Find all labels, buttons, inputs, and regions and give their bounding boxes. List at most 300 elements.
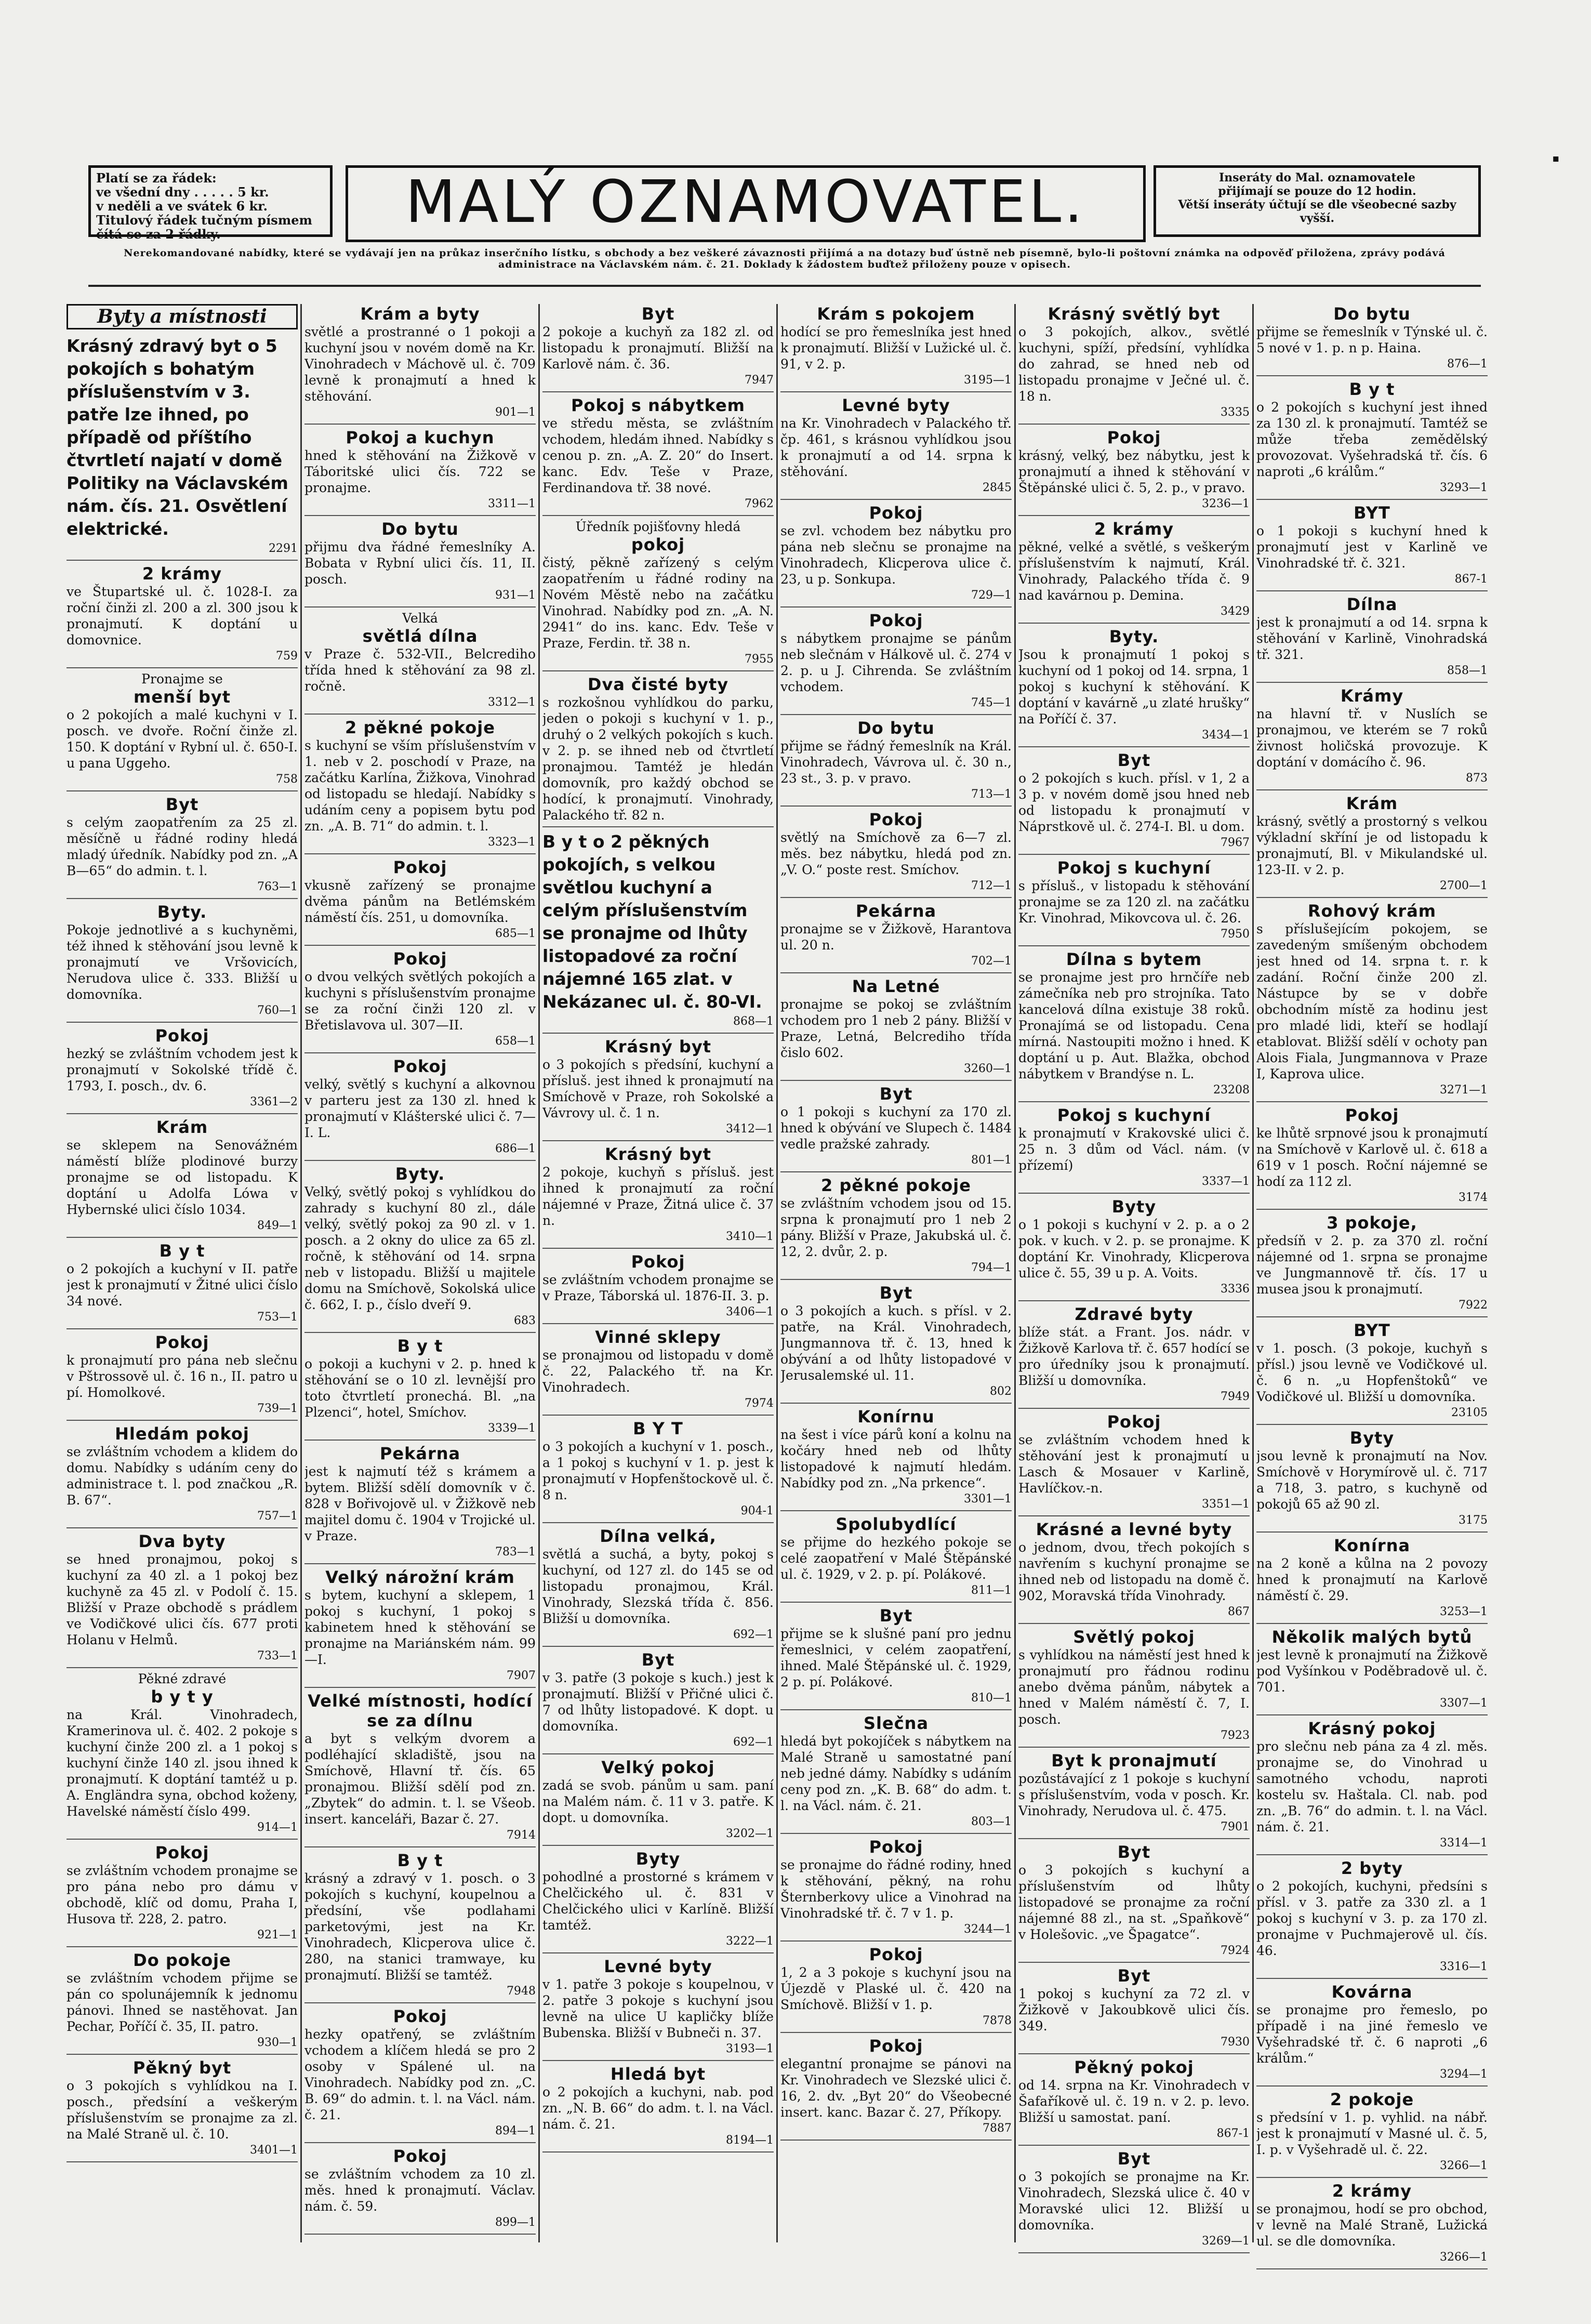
price-box [88, 165, 333, 242]
ad-heading: 2 pěkné pokoje [821, 1176, 971, 1195]
ad-body: o 1 pokoji s kuchyní za 170 zl. hned k obývání ve Slupech č. 1484 vedle pražské zahrady. [780, 1104, 1012, 1152]
ad-number: 733—1 [257, 1649, 298, 1662]
ad-number: 757—1 [257, 1510, 298, 1523]
ad-number: 3429 [1221, 605, 1250, 618]
ad-heading: 2 krámy [1332, 2181, 1412, 2201]
classified-ad [1256, 595, 1488, 679]
classified-ad [1256, 379, 1488, 496]
classified-ad [1018, 428, 1250, 512]
ad-body: o 2 pokojích, kuchyni, předsíni s přísl. v 3. patře za 330 zl. a 1 pokoj s kuchyní v 3. p. za 170 zl. pronajme v Puchmajerově ul. čís. 46. [1256, 1879, 1488, 1958]
ad-heading: Byty. [157, 902, 207, 922]
ad-body: v 1. patře 3 pokoje s koupelnou, v 2. patře 3 pokoje s kuchyní jsou levně na ulice U kapličky blíže Bubenska. Bližší v Bubneči n. 37. [542, 1977, 774, 2040]
ad-separator [542, 1952, 774, 1953]
ad-body: předsíň v 2. p. za 370 zl. roční nájemné od 1. srpna se pronajme ve Jungmannově tř. čís. 17 u musea jsou k pronajmutí. [1256, 1233, 1488, 1297]
classified-ad [1256, 794, 1488, 894]
ad-body: v 1. posch. (3 pokoje, kuchyň s přísl.) jsou levně ve Vodičkové ul. č. 6 n. „u Hopfenštoků“ ve Vodičkové ul. Bližší u domovníka. [1256, 1341, 1488, 1404]
ad-separator [1018, 746, 1250, 747]
ad-number: 914—1 [257, 1821, 298, 1834]
ad-body: krásný, světlý a prostorný s velkou výkladní skříní je od listopadu k pronajmutí, Bl. v Mikulandské ul. 123-II. v 2. p. [1256, 814, 1488, 877]
ad-number: 3202—1 [726, 1827, 774, 1840]
column-divider [776, 304, 778, 2242]
column-5 [1018, 304, 1250, 2256]
classified-ad [542, 675, 774, 823]
classified-ad [542, 1957, 774, 2057]
ad-body: elegantní pronajme se pánovi na Kr. Vinohradech ve Slezské ulici č. 16, 2. dv. „Byt 20“ do Všeobecné insert. kanc. Bazar č. 27, Příkopy. [780, 2056, 1012, 2120]
ad-heading: 2 byty [1341, 1858, 1403, 1878]
classified-ad [780, 1407, 1012, 1507]
ad-separator [1256, 1623, 1488, 1624]
ad-number: 2845 [983, 481, 1012, 494]
ad-separator [1018, 1623, 1250, 1624]
classified-ad [542, 1252, 774, 1320]
ad-heading: Do bytu [381, 519, 459, 539]
ad-separator [542, 1753, 774, 1754]
ad-body: hned k stěhování na Žižkově v Táboritské ulici čís. 722 se pronajme. [304, 448, 536, 495]
classified-ad [1018, 304, 1250, 420]
classified-ad [780, 395, 1012, 496]
ad-body: zadá se svob. pánům u sam. paní na Malém nám. č. 11 v 3. patře. K dopt. u domovníka. [542, 1778, 774, 1825]
ad-heading: Krám [156, 1117, 208, 1137]
ad-heading: Velký pokoj [601, 1758, 715, 1777]
classified-ad [304, 1336, 536, 1436]
ad-separator [304, 853, 536, 854]
ad-number: 3412—1 [726, 1123, 774, 1135]
info-line: Větší inseráty účtují se dle všeobecné sazby vyšší. [1178, 198, 1456, 225]
ad-number: 759 [276, 650, 298, 663]
ad-body: od 14. srpna na Kr. Vinohradech v Šafaříkově ul. č. 19 n. v 2. p. levo. Bližší u samostat. paní. [1018, 2078, 1250, 2125]
ad-heading: Pokoj s kuchyní [1057, 1105, 1211, 1125]
ad-heading: 2 pěkné pokoje [345, 718, 495, 737]
ad-body: se pronajmou od listopadu v domě č. 22, Palackého tř. na Kr. Vinohradech. [542, 1348, 774, 1395]
ad-number: 23208 [1213, 1084, 1250, 1097]
ad-separator [67, 1946, 298, 1947]
ad-body: s bytem, kuchyní a sklepem, 1 pokoj s kuchyní, 1 pokoj s kabinetem hned k stěhování se pronajme na Mariánském nám. 99—I. [304, 1588, 536, 1667]
ad-separator [780, 972, 1012, 973]
ad-number: 3406—1 [726, 1305, 774, 1318]
ad-separator [1256, 1424, 1488, 1425]
ad-heading: 2 pokoje [1330, 2090, 1414, 2109]
classified-ad [304, 519, 536, 603]
classified-ad [1018, 750, 1250, 851]
classified-ad [542, 1144, 774, 1245]
ad-heading: Pokoj [869, 2036, 923, 2056]
classified-ad [542, 1327, 774, 1411]
ad-number: 7949 [1221, 1390, 1250, 1403]
ad-number: 3312—1 [488, 696, 536, 709]
ad-separator [1018, 1300, 1250, 1301]
classified-ad [542, 1419, 774, 1519]
ad-body: pěkné, velké a světlé, s veškerým příslušenstvím k najmutí, Král. Vinohrady, Palackého třída č. 9 nad kavárnou p. Demina. [1018, 539, 1250, 603]
ad-separator [1256, 2268, 1488, 2269]
ad-separator [1256, 2085, 1488, 2087]
ad-heading: Byt [879, 1606, 913, 1626]
ad-separator [67, 1420, 298, 1421]
ad-heading: Byt [165, 795, 199, 814]
ad-body: se zvláštním vchodem hned k stěhování jest k pronajmutí u Lasch & Mosauer v Karlině, Havlíčkov.-n. [1018, 1432, 1250, 1496]
ad-heading: Kovárna [1331, 1982, 1413, 2002]
ad-separator [304, 2142, 536, 2143]
ad-separator [304, 606, 536, 608]
classified-ad [780, 810, 1012, 894]
ad-separator [542, 2151, 774, 2153]
ad-separator [67, 1527, 298, 1528]
ad-body: se sklepem na Senovážném náměstí blíže plodinové burzy pronajme se od listopadu. K doptání u Adolfa Lówa v Hybernské ulici číslo 1034. [67, 1138, 298, 1217]
ad-number: 3174 [1459, 1191, 1488, 1204]
ad-heading: Spolubydlící [836, 1514, 957, 1534]
ad-number: 3314—1 [1440, 1837, 1488, 1850]
ad-number: 683 [514, 1314, 536, 1327]
classified-ad [1256, 1719, 1488, 1851]
ad-heading: Byt [1117, 1842, 1151, 1862]
ad-body: v Praze č. 532-VII., Belcrediho třída hned k stěhování za 98 zl. ročně. [304, 646, 536, 694]
ad-separator [67, 1022, 298, 1023]
ad-separator [1018, 1101, 1250, 1102]
ad-body: se pronajme jest pro hrnčíře neb zámečníka neb pro strojníka. Tato kancelová dílna existuje 38 roků. Pronajímá se od listopadu. Cena mírná. Nastoupiti možno i hned. K doptání u p. Aut. Blažka, obchod nábytkem v Brandýse n. L. [1018, 970, 1250, 1081]
ad-separator [304, 1160, 536, 1161]
ad-heading: Krám [1346, 794, 1398, 813]
ad-heading: Byt [1117, 1966, 1151, 1986]
ad-heading: Byt [1117, 750, 1151, 770]
ad-body: 1, 2 a 3 pokoje s kuchyní jsou na Újezdě v Plaské ul. č. 420 na Smíchově. Bližší v 1. p. [780, 1965, 1012, 2012]
ad-heading: Dílna s bytem [1066, 949, 1202, 969]
ad-heading: Hledám pokoj [115, 1424, 249, 1444]
ad-heading: Zdravé byty [1075, 1304, 1194, 1324]
classified-ad [67, 1843, 298, 1943]
ad-body: Jsou k pronajmutí 1 pokoj s kuchyní od 1 pokoj od 14. srpna, 1 pokoj s kuchyní k stěhování. K doptání v kavárně „u zlaté hrušky“ na Poříčí č. 37. [1018, 647, 1250, 727]
classified-ad [67, 335, 298, 557]
ad-number: 873 [1466, 772, 1488, 785]
ad-body: s příslušejícím pokojem, se zavedeným smíšeným obchodem jest hned od 14. srpna t. r. k zadání. Roční činže 200 zl. Nástupce by se v dobře obchodním místě za hodinu jest pro mladé lidi, kteří se hodlají etablovat. Bližší sdělí v ochoty pan Alois Fiala, Jungmannova v Praze I, Kaprova ulice. [1256, 921, 1488, 1081]
ad-number: 783—1 [495, 1546, 536, 1559]
ad-heading: Velký nárožní krám [325, 1567, 515, 1587]
ad-body: se hned pronajmou, pokoj s kuchyní za 40 zl. a 1 pokoj bez kuchyně za 45 zl. v Podolí č. 15. Bližší v Praze obchodě s prádlem ve Vodičkové ulici čís. 677 proti Holanu v Helmů. [67, 1552, 298, 1647]
ad-heading: Pěkný byt [132, 2058, 232, 2078]
classified-ad [542, 395, 774, 512]
classified-ad [67, 1117, 298, 1234]
ad-number: 868—1 [733, 1015, 774, 1028]
ad-heading: Byt k pronajmutí [1051, 1751, 1217, 1771]
ad-separator [780, 714, 1012, 715]
ad-separator [1018, 1962, 1250, 1963]
classified-ad [67, 1531, 298, 1664]
ad-body: o 3 pokojích a kuch. s přísl. v 2. patře, na Král. Vinohradech, Jungmannova tř. č. 13, hned k obývání a od lhůty listopadové v Jerusalemské ul. 11. [780, 1303, 1012, 1383]
ad-number: 758 [276, 773, 298, 786]
classified-ad [67, 564, 298, 664]
ad-separator [67, 1237, 298, 1238]
classified-ad [1256, 1428, 1488, 1528]
classified-ad [542, 830, 774, 1029]
ad-separator [67, 790, 298, 791]
ad-heading: Několik malých bytů [1271, 1627, 1473, 1647]
ad-number: 803—1 [971, 1815, 1012, 1828]
ad-body: 2 pokoje a kuchyň za 182 zl. od listopadu k pronajmutí. Bližší na Karlově nám. č. 36. [542, 324, 774, 372]
ad-heading: Velké místnosti, hodící se za dílnu [308, 1691, 533, 1731]
ad-number: 3337—1 [1202, 1175, 1250, 1188]
ad-separator [67, 1839, 298, 1840]
ad-number: 3401—1 [250, 2144, 298, 2157]
classified-ad [67, 902, 298, 1019]
ad-body: jest k najmutí též s krámem a bytem. Bližší sdělí domovník v č. 828 v Bořivojově ul. v Žižkově neb majitel domu č. 1904 v Trojické ul. v Praze. [304, 1464, 536, 1543]
column-1 [67, 304, 298, 2165]
ad-heading: Pokoj a kuchyn [346, 428, 495, 447]
ad-heading: Byt [1117, 2149, 1151, 2169]
ad-number: 931—1 [495, 589, 536, 602]
ad-number: 802 [990, 1385, 1012, 1398]
ad-heading: Byt [879, 1084, 913, 1104]
classified-ad [1256, 1627, 1488, 1711]
ad-body: k pronajmutí pro pána neb slečnu v Pštrossově ul. č. 16 n., II. patro u pí. Homolkové. [67, 1353, 298, 1400]
column-3 [542, 304, 774, 2156]
ad-heading: Konírnu [857, 1407, 935, 1427]
ad-number: 3336 [1221, 1283, 1250, 1296]
ad-body: přijme se řádný řemeslník na Král. Vinohradech, Vávrova ul. č. 30 n., 23 st., 3. p. v pravo. [780, 738, 1012, 786]
ad-heading: Byty. [1109, 627, 1159, 646]
ad-number: 3339—1 [488, 1422, 536, 1435]
ad-body: s nábytkem pronajme se pánům neb slečnám v Hálkově ul. č. 274 v 2. p. u J. Cihrenda. Se zvláštním vchodem. [780, 631, 1012, 694]
ad-body: s kuchyní se vším příslušenstvím v 1. neb v 2. poschodí v Praze, na začátku Karlína, Žižkova, Vinohrad od listopadu se hledají. Nabídky s udáním ceny a popisem bytu pod zn. „A. B. 71“ do admin. t. l. [304, 738, 536, 834]
ad-body: o 2 pokojích s kuch. přísl. v 1, 2 a 3 p. v novém domě jsou hned neb od listopadu k pronajmutí v Náprstkově ul. č. 274-I. Bl. u dom. [1018, 771, 1250, 834]
ad-body: o 1 pokoji s kuchyní v 2. p. a o 2 pok. v kuch. v 2. p. se pronajme. K doptání Kr. Vinohrady, Klicperova ulice č. 55, 39 u p. A. Voits. [1018, 1217, 1250, 1280]
classified-ad [304, 2006, 536, 2139]
ad-heading: BYT [1354, 503, 1390, 523]
ad-separator [780, 1080, 1012, 1081]
ad-body: pozůstávající z 1 pokoje s kuchyní s příslušenstvím, voda v posch. Kr. Vinohrady, Nerudova ul. č. 475. [1018, 1771, 1250, 1818]
ad-heading: Pokoj [1107, 428, 1161, 447]
ad-body: na Král. Vinohradech, Kramerinova ul. č. 402. 2 pokoje s kuchyní činže 200 zl. a 1 pokoj s kuchyní činže 140 zl. jsou ihned k pronajmutí. K doptání tamtéž u p. A. Engländra syna, obchod koženy, Havelské náměstí číslo 499. [67, 1707, 298, 1819]
ad-heading: menší byt [133, 687, 231, 707]
ad-separator [1256, 590, 1488, 591]
ad-heading: Pokoj [869, 810, 923, 829]
ad-number: 3351—1 [1202, 1498, 1250, 1511]
ad-body: krásný, velký, bez nábytku, jest k pronajmutí a ihned k stěhování v Štěpánské ulici č. 5, 2. p., v pravo. [1018, 448, 1250, 495]
ad-number: 3361—2 [250, 1095, 298, 1108]
classified-ad [780, 1514, 1012, 1599]
ad-number: 904-1 [740, 1504, 774, 1517]
ad-preheading: Úředník pojišťovny hledá [575, 519, 741, 534]
ad-heading: Pekárna [379, 1444, 461, 1463]
info-line: přijímají se pouze do 12 hodin. [1218, 184, 1416, 198]
ad-body: vkusně zařízený se pronajme dvěma pánům na Betlémském náměstí čís. 251, u domovníka. [304, 878, 536, 925]
ad-heading: Krám a byty [360, 304, 480, 324]
ad-body: světlé a prostranné o 1 pokoji a kuchyní jsou v novém domě na Kr. Vinohradech v Máchově ul. č. 709 levně k pronajmutí a hned k stěhování. [304, 324, 536, 404]
ad-body: o 3 pokojích s kuchyní a příslušenstvím od lhůty listopadové se pronajme za roční nájemné 88 zl., na st. „Spaňkově“ v Holešovic. „ve Špagatce“. [1018, 1863, 1250, 1942]
ad-heading: Pokoj [393, 949, 447, 969]
ad-body: se zvláštním vchodem pronajme se pro pána nebo pro dámu v obchodě, klíč od domu, Praha I, Husova tř. 228, 2. patro. [67, 1863, 298, 1926]
ad-number: 7962 [745, 497, 774, 510]
classified-ad [1018, 1966, 1250, 2050]
classified-ad [1256, 1858, 1488, 1975]
ad-body: o 3 pokojích s vyhlídkou na I. posch., předsíní a veškerým příslušenstvím se pronajme za zl. na Malé Straně ul. č. 10. [67, 2078, 298, 2142]
classified-ad [1018, 2149, 1250, 2249]
ad-body: se pronajme pro řemeslo, po případě i na jiné řemeslo ve Vyšehradské tř. č. 6 naproti „6 králům.“ [1256, 2002, 1488, 2066]
ad-separator [304, 1332, 536, 1333]
ad-number: 7955 [745, 653, 774, 666]
ad-separator [780, 391, 1012, 392]
ad-heading: b y t y [151, 1687, 214, 1707]
ad-separator [1256, 1101, 1488, 1102]
ad-number: 894—1 [495, 2124, 536, 2137]
ad-body: se zvláštním vchodem za 10 zl. měs. hned k pronajmutí. Václav. nám. č. 59. [304, 2167, 536, 2214]
classified-ad [780, 1606, 1012, 1706]
ad-preheading: Pěkné zdravé [138, 1671, 227, 1686]
ad-separator [780, 897, 1012, 898]
price-line: ve všední dny . . . . . 5 kr. [96, 184, 269, 200]
ad-heading: Pokoj [631, 1252, 685, 1272]
ad-number: 3269—1 [1202, 2235, 1250, 2248]
ad-number: 801—1 [971, 1154, 1012, 1167]
ad-number: 921—1 [257, 1929, 298, 1942]
ad-number: 794—1 [971, 1261, 1012, 1274]
ad-number: 3244—1 [964, 1923, 1012, 1936]
ad-separator [542, 670, 774, 671]
ad-body: k pronajmutí v Krakovské ulici č. 25 n. 3 dům od Václ. nám. (v přízemí) [1018, 1126, 1250, 1173]
classified-ad [304, 1567, 536, 1684]
info-box [1154, 165, 1481, 237]
ad-number: 7878 [983, 2014, 1012, 2027]
ad-separator [1018, 623, 1250, 624]
ad-number: 7948 [507, 1985, 536, 1998]
ad-number: 686—1 [495, 1142, 536, 1155]
ad-body: na Kr. Vinohradech v Palackého tř. čp. 461, s krásnou vyhlídkou jsou k pronajmutí a od 14. srpna k stěhování. [780, 416, 1012, 479]
ad-heading: Dva čisté byty [587, 675, 729, 694]
classified-ad [542, 1758, 774, 1842]
classified-ad [67, 671, 298, 787]
ad-separator [780, 1940, 1012, 1942]
ad-body: na šest i více párů koní a kolnu na kočáry hned neb od lhůty listopadové k najmutí hledám. Nabídky pod zn. „Na prkence“. [780, 1427, 1012, 1490]
ad-number: 3266—1 [1440, 2159, 1488, 2172]
ad-heading: Pokoj [393, 2006, 447, 2026]
ad-body: pronajme se pokoj se zvláštním vchodem pro 1 neb 2 pány. Bližší v Praze, Letná, Belcrediho třída čislo 602. [780, 997, 1012, 1060]
column-divider [538, 304, 540, 2242]
ad-number: 3236—1 [1202, 497, 1250, 510]
classified-ad [542, 519, 774, 667]
ad-body: se zvl. vchodem bez nábytku pro pána neb slečnu se pronajme na Vinohradech, Klicperova ulice č. 23, u p. Sonkupa. [780, 523, 1012, 587]
ad-number: 7901 [1221, 1820, 1250, 1833]
ad-body: s přísluš., v listopadu k stěhování pronajme se za 120 zl. na začátku Kr. Vinohrad, Mikovcova ul. č. 26. [1018, 878, 1250, 926]
classified-ad [1256, 901, 1488, 1098]
ad-heading: Pokoj [1107, 1412, 1161, 1432]
ad-body: o 2 pokojích a kuchyní v II. patře jest k pronajmutí v Žitné ulici číslo 34 nové. [67, 1261, 298, 1309]
ad-separator [780, 806, 1012, 807]
ad-separator [304, 945, 536, 946]
classified-ad [304, 304, 536, 420]
ad-separator [1256, 682, 1488, 683]
ad-separator [1018, 1747, 1250, 1748]
ad-separator [1018, 2053, 1250, 2054]
ad-heading: Levné byty [842, 395, 950, 415]
ad-number: 8194—1 [726, 2134, 774, 2147]
ad-number: 3294—1 [1440, 2068, 1488, 2081]
ad-number: 3301—1 [964, 1493, 1012, 1506]
ad-body: o pokoji a kuchyni v 2. p. hned k stěhování se o 10 zl. levnější pro toto čtvrtletí pronechá. Bl. „na Plzenci“, hotel, Smíchov. [304, 1356, 536, 1420]
classified-ad [304, 1057, 536, 1157]
ad-heading: B y t [397, 1851, 443, 1870]
ad-separator [1018, 1515, 1250, 1516]
ad-heading: Vinné sklepy [595, 1327, 721, 1347]
ad-number: 3253—1 [1440, 1605, 1488, 1618]
ad-number: 3193—1 [726, 2042, 774, 2055]
ad-heading: Na Letné [852, 976, 940, 996]
column-divider [1014, 304, 1016, 2242]
ad-separator [67, 667, 298, 668]
classified-ad [780, 611, 1012, 711]
ad-heading: Pokoj s nábytkem [571, 395, 746, 415]
ad-heading: Krásný světlý byt [1048, 304, 1221, 324]
ad-separator [542, 515, 774, 516]
ad-number: 702—1 [971, 955, 1012, 968]
ad-heading: Dílna [1346, 595, 1398, 614]
ad-body: jest k pronajmutí a od 14. srpna k stěhování v Karlině, Vinohradská tř. 321. [1256, 615, 1488, 662]
ad-number: 745—1 [971, 696, 1012, 709]
ad-number: 3307—1 [1440, 1697, 1488, 1710]
ad-separator [1256, 1531, 1488, 1533]
ad-body: přijme se k slušné paní pro jednu řemeslnici, v celém zaopatření, ihned. Malé Štěpánské ul. č. 1929, 2 p. pí. Polákové. [780, 1626, 1012, 1689]
ad-number: 867-1 [1216, 2127, 1250, 2140]
ad-separator [1018, 515, 1250, 516]
ad-body: o 2 pokojích a malé kuchyni v I. posch. ve dvoře. Roční činže zl. 150. K doptání v Rybní ul. č. 650-I. u pana Uggeho. [67, 707, 298, 771]
ad-heading: Krásný byt [604, 1144, 712, 1164]
ad-number: 876—1 [1447, 358, 1488, 371]
classified-ad [304, 1851, 536, 1999]
ad-separator [780, 499, 1012, 500]
ad-body: o 3 pokojích s předsíní, kuchyní a přísluš. jest ihned k pronajmutí na Smíchově v Praze, roh Sokolské a Vávrovy ul. č. 1 n. [542, 1057, 774, 1120]
classified-ad [1018, 1520, 1250, 1620]
ad-separator [780, 1833, 1012, 1834]
ad-number: 3323—1 [488, 836, 536, 849]
ad-body: Pokoje jednotlivé a s kuchyněmi, též ihned k stěhování jsou levně k pronajmutí ve Vršovicích, Nerudova ulice č. 333. Bližší u domovníka. [67, 922, 298, 1002]
ad-separator [542, 1845, 774, 1846]
ad-preheading: Pronajme se [141, 671, 223, 686]
ad-separator [304, 1052, 536, 1053]
ad-number: 3195—1 [964, 374, 1012, 387]
ad-separator [1256, 375, 1488, 376]
classified-ad [780, 901, 1012, 969]
ad-body: na hlavní tř. v Nuslích se pronajmou, ve kterém se 7 roků živnost holičská provozuje. K doptání v domácího č. 96. [1256, 706, 1488, 770]
classified-ad [67, 1424, 298, 1524]
classified-ad [304, 1691, 536, 1843]
ad-separator [542, 826, 774, 827]
ad-number: 901—1 [495, 406, 536, 419]
ad-heading: světlá dílna [362, 626, 478, 646]
ad-body: na 2 koně a kůlna na 2 povozy hned k pronajmutí na Karlově náměstí č. 29. [1256, 1556, 1488, 1603]
ad-separator [1256, 1209, 1488, 1210]
classified-ad [304, 949, 536, 1049]
ad-number: 7887 [983, 2122, 1012, 2135]
classified-ad [780, 718, 1012, 802]
column-4 [780, 304, 1012, 2144]
classified-ad [304, 1444, 536, 1560]
ad-body: a byt s velkým dvorem a podléhající skladiště, jsou na Smíchově, Hlavní tř. čís. 65 pronajmou. Bližší sdělí pod zn. „Zbytek“ do admin. t. l. se Všeob. insert. kanceláři, Bazar č. 27. [304, 1731, 536, 1827]
classified-ad [67, 1241, 298, 1325]
classified-ad [780, 503, 1012, 603]
ad-separator [1256, 499, 1488, 500]
ad-heading: Pokoj [1345, 1105, 1399, 1125]
ad-body: o dvou velkých světlých pokojích a kuchyni s příslušenstvím pronajme se za roční činži 120 zl. v Břetislavova ul. 307—II. [304, 969, 536, 1033]
ad-body: ve Štupartské ul. č. 1028-I. za roční činži zl. 200 a zl. 300 jsou k pronajmutí. K doptání u domovnice. [67, 584, 298, 648]
classified-ad [780, 1713, 1012, 1830]
ad-separator [780, 1279, 1012, 1280]
ad-heading: pokoj [631, 535, 685, 554]
ad-number: 867 [1228, 1605, 1250, 1618]
classified-ad [1018, 1105, 1250, 1190]
ad-heading: B y t [159, 1241, 205, 1261]
ad-body: v 3. patře (3 pokoje s kuch.) jest k pronajmutí. Bližší v Přičné ulici č. 7 od lhůty listopadové. K dopt. u domovníka. [542, 1670, 774, 1734]
ad-body: krásný a zdravý v 1. posch. o 3 pokojích s kuchyní, koupelnou a předsíní, vše podlahami parketovými, jest na Kr. Vinohradech, Klicperova ulice č. 280, na stanici tramwaye, ku pronajmutí. Bližší se tamtéž. [304, 1871, 536, 1983]
ad-preheading: Velká [402, 611, 438, 626]
ad-heading: Rohový krám [1307, 901, 1437, 921]
ad-separator [1018, 1193, 1250, 1194]
ad-heading: Byty. [395, 1164, 445, 1184]
